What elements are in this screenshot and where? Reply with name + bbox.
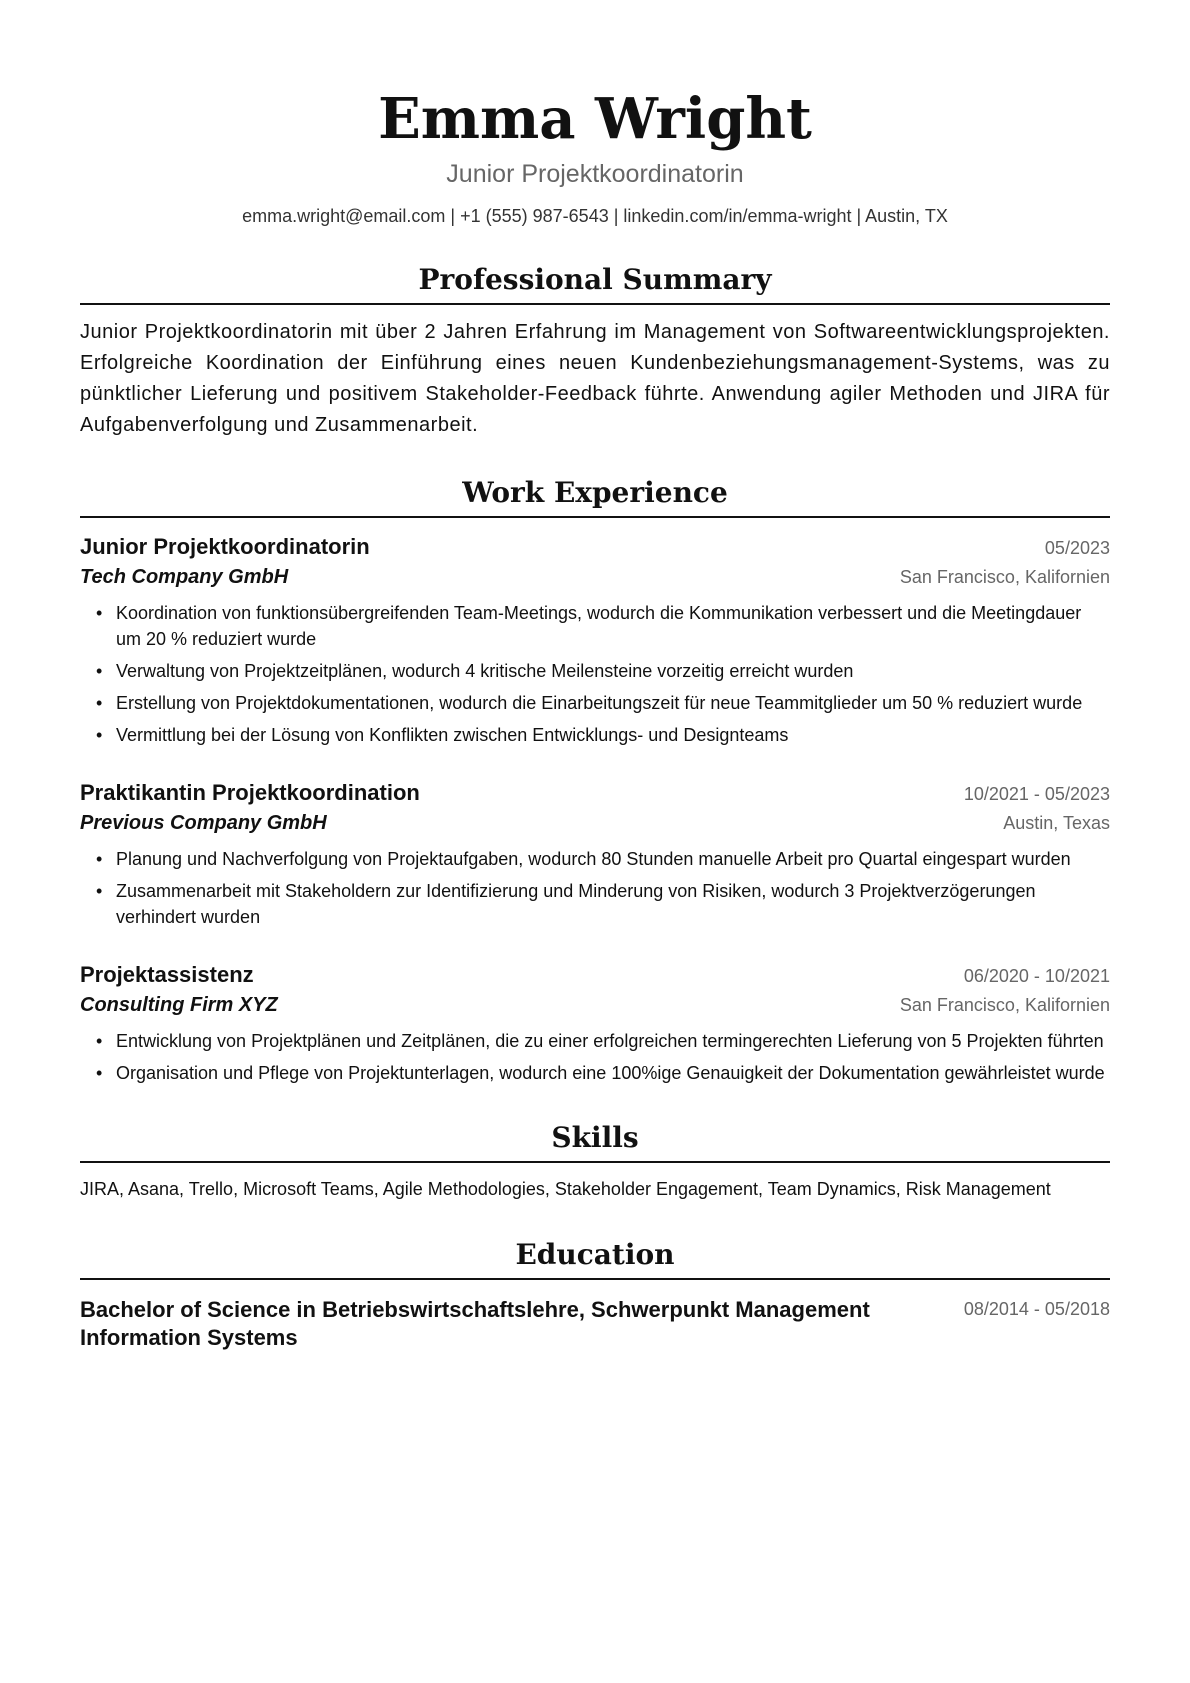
job-company: Tech Company GmbH: [80, 566, 289, 588]
job-bullet: • Planung und Nachverfolgung von Projektaufgaben, wodurch 80 Stunden manuelle Arbeit pro Quartal eingespart wurden: [116, 846, 1110, 872]
job-bullets: [80, 600, 1110, 748]
contact-line: emma.wright@email.com | +1 (555) 987-6543 | linkedin.com/in/emma-wright | Austin, TX: [242, 206, 948, 226]
job-date: 10/2021 - 05/2023: [963, 784, 1110, 804]
job-bullets: [80, 846, 1110, 930]
skills-list: JIRA, Asana, Trello, Microsoft Teams, Agile Methodologies, Stakeholder Engagement, Team Dynamics, Risk Management: [80, 1179, 1051, 1199]
job-bullet: • Verwaltung von Projektzeitplänen, wodurch 4 kritische Meilensteine vorzeitig erreicht wurden: [116, 658, 1110, 684]
job-entry: [80, 532, 1110, 748]
job-bullet: • Vermittlung bei der Lösung von Konflikten zwischen Entwicklungs- und Designteams: [116, 722, 1110, 748]
job-company: Previous Company GmbH: [80, 812, 327, 834]
education-date: 08/2014 - 05/2018: [963, 1299, 1110, 1319]
summary-section: [80, 262, 1110, 441]
job-title: Praktikantin Projektkoordination: [80, 780, 420, 805]
job-title: Projektassistenz: [80, 962, 254, 987]
summary-heading: Professional Summary: [80, 262, 1110, 305]
job-location: Austin, Texas: [1003, 813, 1110, 833]
job-location: San Francisco, Kalifornien: [899, 995, 1110, 1015]
job-bullet: • Entwicklung von Projektplänen und Zeitplänen, die zu einer erfolgreichen termingerechten Lieferung von 5 Projekten führten: [116, 1028, 1110, 1054]
summary-text: Junior Projektkoordinatorin mit über 2 Jahren Erfahrung im Management von Softwareentwicklungsprojekten. Erfolgreiche Koordination der Einführung eines neuen Kundenbeziehungsmanagement-Systems, was zu pünktlicher Lieferung und positivem Stakeholder-Feedback führte. Anwendung agiler Methoden und JIRA für Aufgabenverfolgung und Zusammenarbeit.: [80, 321, 1110, 436]
resume-header: [80, 0, 1110, 228]
job-title: Junior Projektkoordinatorin: [80, 534, 370, 559]
job-location: San Francisco, Kalifornien: [899, 567, 1110, 587]
job-date: 06/2020 - 10/2021: [963, 966, 1110, 986]
job-bullets: [80, 1028, 1110, 1086]
skills-section: [80, 1120, 1110, 1203]
job-entry: [80, 778, 1110, 930]
education-section: [80, 1237, 1110, 1352]
experience-heading: Work Experience: [80, 475, 1110, 518]
job-entry: [80, 960, 1110, 1086]
candidate-name: Emma Wright: [378, 86, 812, 152]
degree: Bachelor of Science in Betriebswirtschaftslehre, Schwerpunkt Management Information Systems: [80, 1297, 870, 1350]
job-company: Consulting Firm XYZ: [80, 994, 278, 1016]
job-bullet: • Organisation und Pflege von Projektunterlagen, wodurch eine 100%ige Genauigkeit der Dokumentation gewährleistet wurde: [116, 1060, 1110, 1086]
experience-section: [80, 475, 1110, 1086]
job-bullet: • Erstellung von Projektdokumentationen, wodurch die Einarbeitungszeit für neue Teammitglieder um 50 % reduziert wurde: [116, 690, 1110, 716]
skills-heading: Skills: [80, 1120, 1110, 1163]
job-date: 05/2023: [1044, 538, 1110, 558]
job-bullet: • Koordination von funktionsübergreifenden Team-Meetings, wodurch die Kommunikation verbessert und die Meetingdauer um 20 % reduziert wurde: [116, 600, 1110, 652]
candidate-title: Junior Projektkoordinatorin: [446, 160, 744, 188]
job-bullet: • Zusammenarbeit mit Stakeholdern zur Identifizierung und Minderung von Risiken, wodurch 3 Projektverzögerungen verhindert wurden: [116, 878, 1110, 930]
education-heading: Education: [80, 1237, 1110, 1280]
